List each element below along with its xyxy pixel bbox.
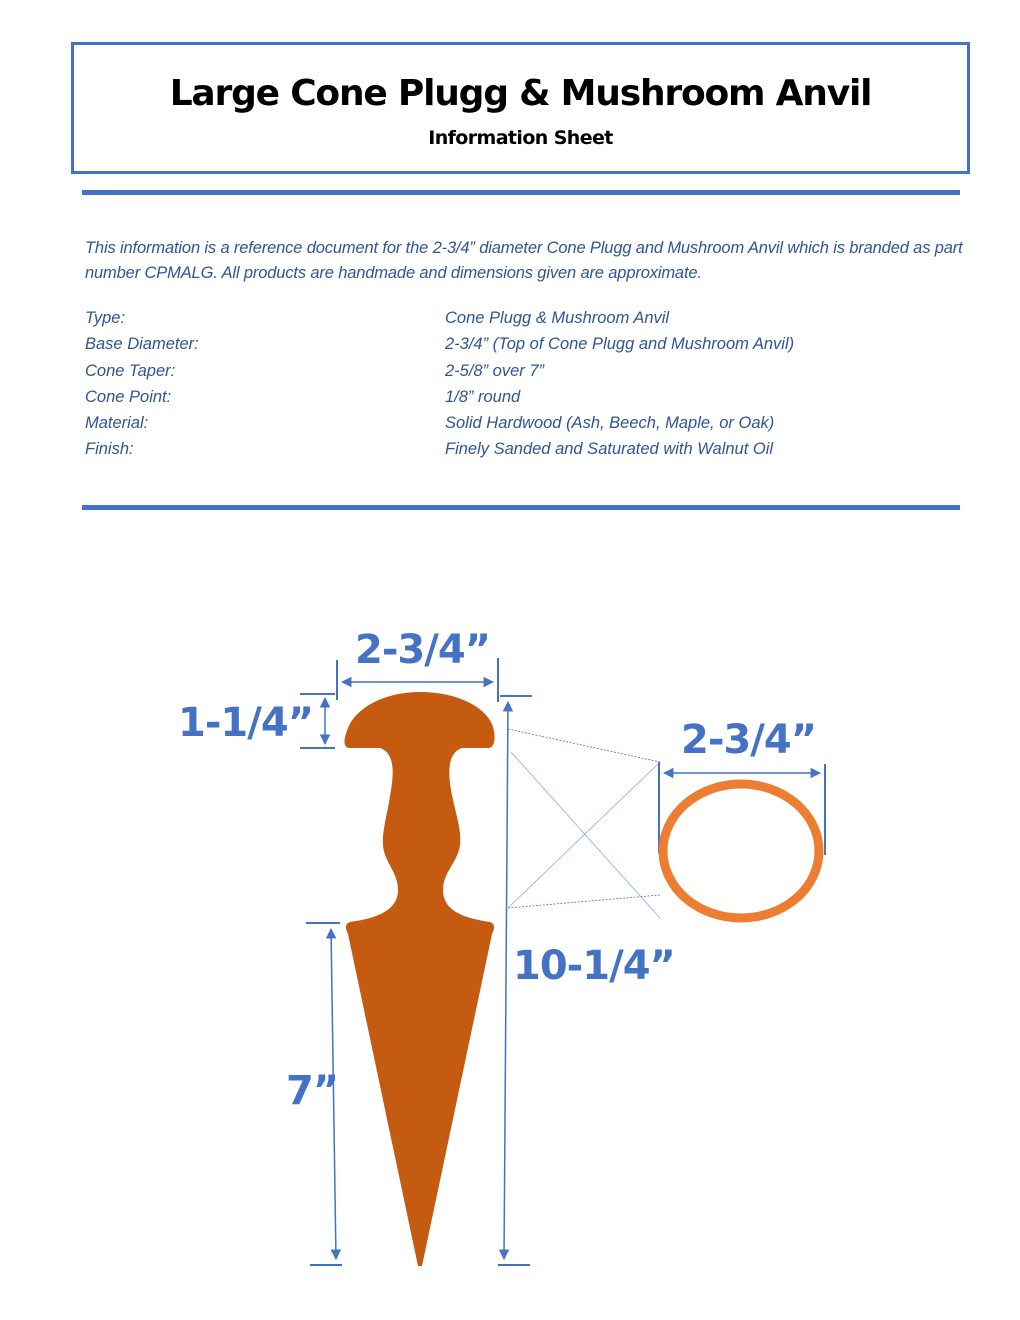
intro-paragraph: This information is a reference document for the 2-3/4” diameter Cone Plugg and Mushroom Anvil which is branded as part number CPMALG. All products are handmade and dimensions given are approximate. <box>85 239 963 282</box>
projection-line <box>508 762 660 908</box>
spec-label: Type: <box>85 309 126 327</box>
spec-label: Cone Taper: <box>85 361 176 380</box>
page-title: Large Cone Plugg & Mushroom Anvil <box>169 73 872 114</box>
projection-line <box>508 729 660 762</box>
spec-value: 2-5/8” over 7” <box>445 361 545 380</box>
overall-length-arrow <box>504 702 508 1259</box>
projection-line <box>511 752 660 918</box>
dim-cone-length-label: 7” <box>286 1068 339 1114</box>
dim-overall-length-label: 10-1/4” <box>513 943 675 989</box>
end-view-ring <box>663 784 819 918</box>
spec-label: Finish: <box>85 440 134 459</box>
projection-line <box>508 895 660 908</box>
spec-value: 1/8” round <box>445 387 521 406</box>
dim-top-width-label: 2-3/4” <box>355 627 490 673</box>
spec-value: Cone Plugg & Mushroom Anvil <box>445 309 670 327</box>
page-subtitle: Information Sheet <box>428 127 613 149</box>
spec-label: Material: <box>85 414 149 433</box>
spec-label: Cone Point: <box>85 387 172 406</box>
dim-cap-height-label: 1-1/4” <box>178 700 313 746</box>
spec-value: Solid Hardwood (Ash, Beech, Maple, or Oak) <box>445 414 775 433</box>
spec-label: Base Diameter: <box>85 335 199 354</box>
spec-value: 2-3/4” (Top of Cone Plugg and Mushroom Anvil) <box>445 335 795 354</box>
spec-value: Finely Sanded and Saturated with Walnut Oil <box>445 440 774 459</box>
plugg-profile-shape <box>345 692 495 1266</box>
dim-end-view-label: 2-3/4” <box>681 717 816 763</box>
